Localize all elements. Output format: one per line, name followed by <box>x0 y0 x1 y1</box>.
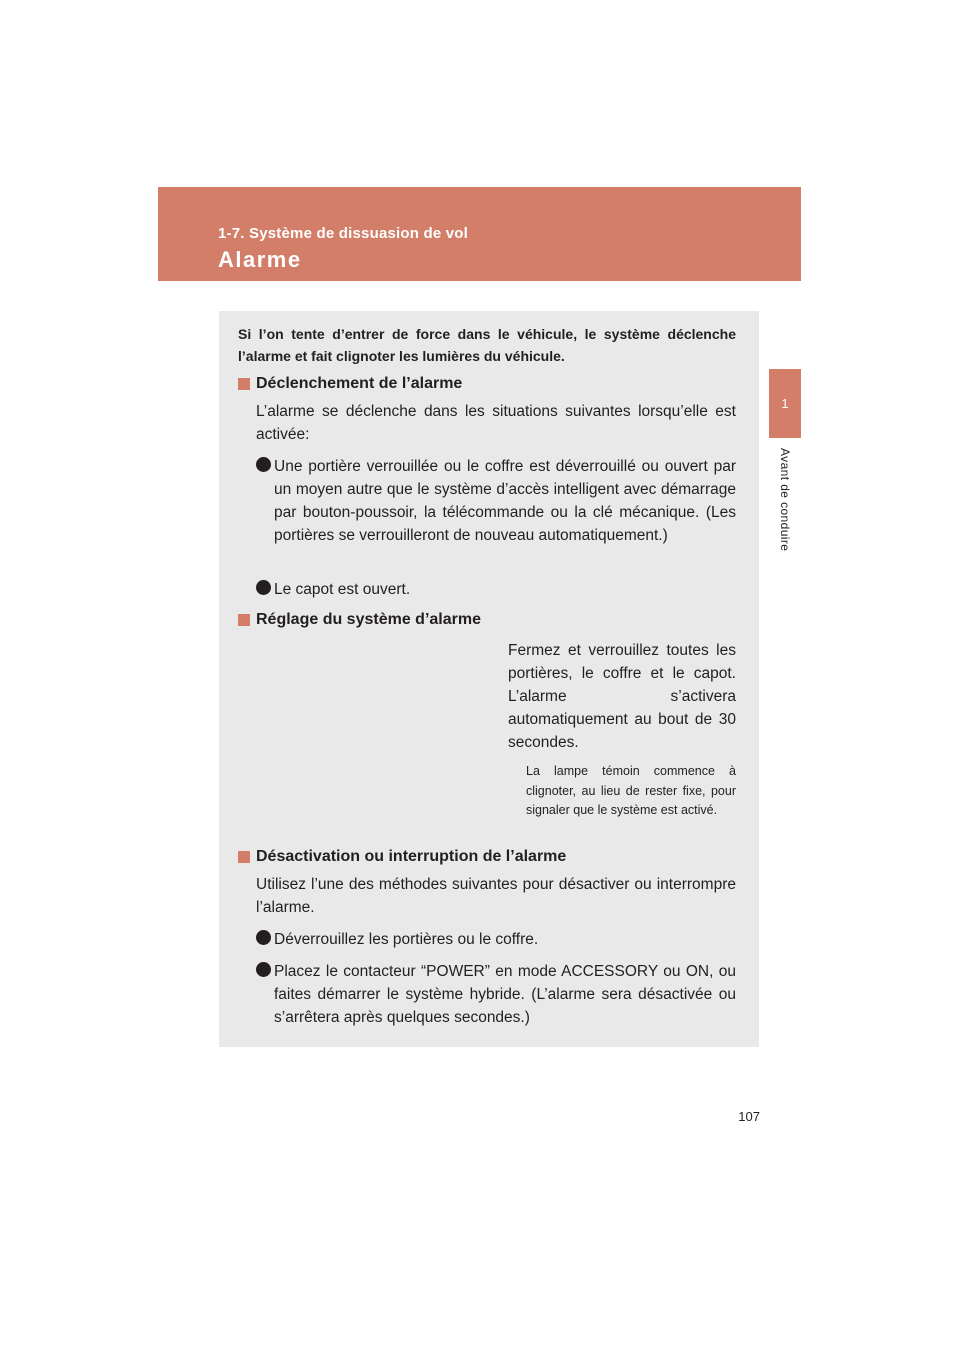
round-bullet-icon <box>256 930 274 948</box>
round-bullet-icon <box>256 580 274 598</box>
indicator-note: La lampe témoin commence à clignoter, au lieu de rester fixe, pour signaler que le système est activé. <box>526 764 736 817</box>
section-heading-label: Désactivation ou interruption de l’alarme <box>256 848 567 865</box>
list-item <box>256 928 736 951</box>
chapter-title-text: Avant de conduire <box>778 448 792 552</box>
square-bullet-icon <box>238 851 250 863</box>
section-heading-triggering <box>238 375 462 393</box>
content-box <box>219 311 759 1047</box>
section-heading-label: Réglage du système d’alarme <box>256 611 481 628</box>
chapter-tab <box>769 369 801 438</box>
square-bullet-icon <box>238 614 250 626</box>
section-paragraph: Utilisez l’une des méthodes suivantes pour désactiver ou interrompre l’alarme. <box>256 876 736 916</box>
list-item-text: Déverrouillez les portières ou le coffre. <box>274 931 539 948</box>
list-item-text: Le capot est ouvert. <box>274 581 411 598</box>
list-item <box>256 578 736 601</box>
section-heading-deactivation <box>238 848 566 866</box>
chapter-number: 1 <box>781 396 789 411</box>
round-bullet-icon <box>256 457 274 475</box>
square-bullet-icon <box>238 378 250 390</box>
section-heading-setting <box>238 611 481 629</box>
list-item-text: Une portière verrouillée ou le coffre est déverrouillé ou ouvert par un moyen autre que le système d’accès intelligent avec démarrage par bouton-poussoir, la télécommande ou la clé mécanique. (Les portières se verrouilleront de nouveau automatiquement.) <box>274 458 736 544</box>
list-item <box>256 455 736 547</box>
page-title: Alarme <box>218 247 302 272</box>
section-label: 1-7. Système de dissuasion de vol <box>218 225 469 242</box>
round-bullet-icon <box>256 962 274 980</box>
intro-text: Si l’on tente d’entrer de force dans le véhicule, le système déclenche l’alarme et fait clignoter les lumières du véhicule. <box>238 326 736 364</box>
section-paragraph: L’alarme se déclenche dans les situations suivantes lorsqu’elle est activée: <box>256 403 736 443</box>
chapter-title <box>771 448 799 568</box>
header-band <box>158 187 801 281</box>
section-paragraph: Fermez et verrouillez toutes les portières, le coffre et le capot. L’alarme s’activera automatiquement au bout de 30 secondes. <box>508 642 736 751</box>
page-number: 107 <box>738 1109 760 1124</box>
list-item <box>256 960 736 1029</box>
section-heading-label: Déclenchement de l’alarme <box>256 375 463 392</box>
list-item-text: Placez le contacteur “POWER” en mode ACCESSORY ou ON, ou faites démarrer le système hybride. (L’alarme sera désactivée ou s’arrêtera après quelques secondes.) <box>274 963 736 1026</box>
